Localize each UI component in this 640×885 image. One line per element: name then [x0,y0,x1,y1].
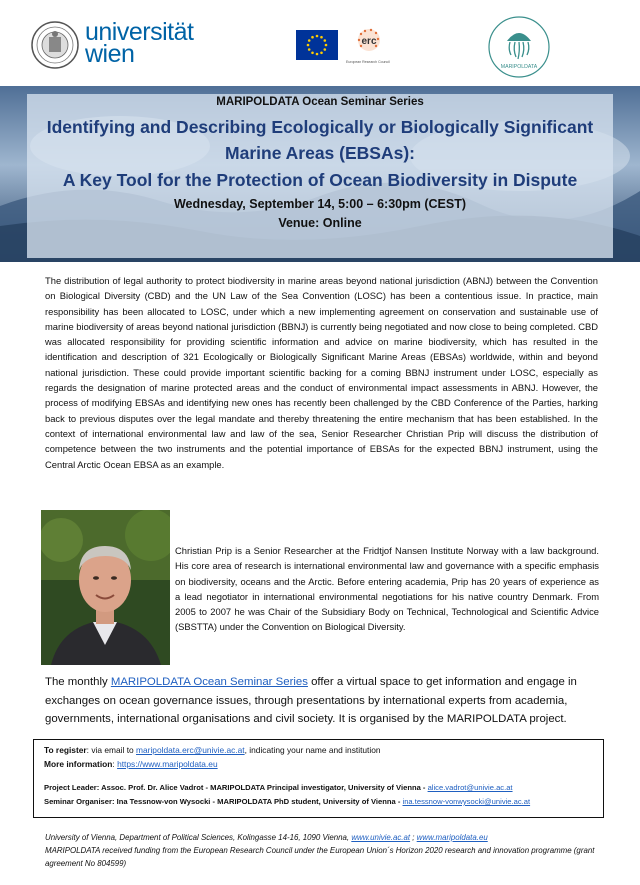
series-description-suffix: offer a virtual space to get information and engage in exchanges on ocean governance issues, through presentations by international experts from academia, governments, international organisations and civil society. It is organised by the MARIPOLDATA project. [45,676,577,725]
speaker-bio: Christian Prip is a Senior Researcher at the Fridtjof Nansen Institute Norway with a law background. His core area of research is international environmental law and governance with a specific emphasis on biodiversity, oceans and the Arctic. Before entering academia, Prip has 20 years of experience as a lead negotiator in international environmental negotiations for his native country Denmark. From 2005 to 2007 he was Chair of the Subsidiary Body on Technical, Technological and Scientific Advice (SBSTTA) under the Convention on Biological Diversity. [175,545,599,633]
seminar-banner [0,86,640,262]
maripoldata-link[interactable]: www.maripoldata.eu [416,833,488,842]
university-wordmark: universität wien [85,18,194,68]
funding-statement: MARIPOLDATA received funding from the European Research Council under the European Union´s Horizon 2020 research and innovation programme (grant agreement No 804599) [45,846,595,868]
organiser-text: Seminar Organiser: Ina Tessnow-von Wysocki - MARIPOLDATA PhD student, University of Vienna - [44,797,403,806]
series-description-prefix: The monthly [45,676,111,688]
project-leader-text: Project Leader: Assoc. Prof. Dr. Alice Vadrot - MARIPOLDATA Principal investigator, University of Vienna - [44,783,428,792]
register-label: To register [44,745,87,755]
erc-caption: European Research Council [346,60,390,64]
registration-info-box [33,739,604,818]
project-leader-line [44,783,513,792]
event-venue: Venue: Online [278,216,362,230]
maripoldata-label: MARIPOLDATA [500,64,538,70]
university-of-vienna-logo [30,20,210,72]
logo-header [0,0,640,88]
register-email-link[interactable]: maripoldata.erc@univie.ac.at [136,745,245,755]
university-seal-icon [30,20,80,70]
organiser-email-link[interactable]: ina.tessnow-vonwysocki@univie.ac.at [402,797,531,806]
footer [45,831,605,870]
register-line [44,745,381,755]
event-date: Wednesday, September 14, 5:00 – 6:30pm (CEST) [173,197,466,211]
leader-email-link[interactable]: alice.vadrot@univie.ac.at [427,783,513,792]
abstract-paragraph: The distribution of legal authority to protect biodiversity in marine areas beyond national jurisdiction (ABNJ) between the Convention on Biological Diversity (CBD) and the UN Law of the Sea Convention (LOSC) has been a contentious issue. In practice, main responsibility has been allocated to LOSC, under which a new implementing agreement on conservation and sustainable use of marine biodiversity of areas beyond national jurisdiction (BBNJ) is currently being negotiated and now close to being completed. CBD was allocated responsibility for providing scientific information and advice on marine biodiversity, which has resulted in the identification and description of 321 Ecologically or Biologically Significant Marine Areas (EBSAs) worldwide, within and beyond national jurisdiction. These could provide important scientific backing for a coming BBNJ instrument under LOSC, especially as regards the designation of marine protected areas and the conduct of environmental impact assessments in ABNJ. However, the process of modifying EBSAs and identifying new ones has recently been challenged by the CBD Conference of the Parties, harking back to previous disputes over the legal mandate and thereby threatening the entire mechanism that has been established. In the context of international environmental law and law of the sea, Senior Researcher Christian Prip will discuss the distribution of competence between the two instruments and the potential importance of EBSAs for the expected BBNJ instrument, using the Central Arctic Ocean EBSA as an example. [45,275,598,470]
footer-address: University of Vienna, Department of Political Sciences, Kolingasse 14-16, 1090 Vienna, [45,833,352,842]
maripoldata-jellyfish-icon [487,15,551,79]
organiser-line [44,797,530,806]
seminar-title-line-3: A Key Tool for the Protection of Ocean Biodiversity in Dispute [62,170,578,190]
speaker-photo [41,510,170,665]
erc-label: erc [361,36,377,47]
series-link[interactable]: MARIPOLDATA Ocean Seminar Series [110,676,308,688]
more-info-label: More information [44,759,113,769]
seminar-title-line-2: Marine Areas (EBSAs): [225,143,415,163]
footer-separator: ; [410,833,417,842]
eu-flag-icon [296,30,338,60]
website-link[interactable]: https://www.maripoldata.eu [117,759,218,769]
more-info-separator: : [112,759,118,769]
univie-link[interactable]: www.univie.ac.at [351,833,411,842]
register-suffix: , indicating your name and institution [244,745,381,755]
seminar-title-line-1: Identifying and Describing Ecologically or Biologically Significant [46,117,594,137]
footer-address-line [45,831,605,844]
series-name: MARIPOLDATA Ocean Seminar Series [216,96,424,108]
series-description [45,673,605,729]
more-info-line [44,759,218,769]
register-text: : via email to [86,745,137,755]
